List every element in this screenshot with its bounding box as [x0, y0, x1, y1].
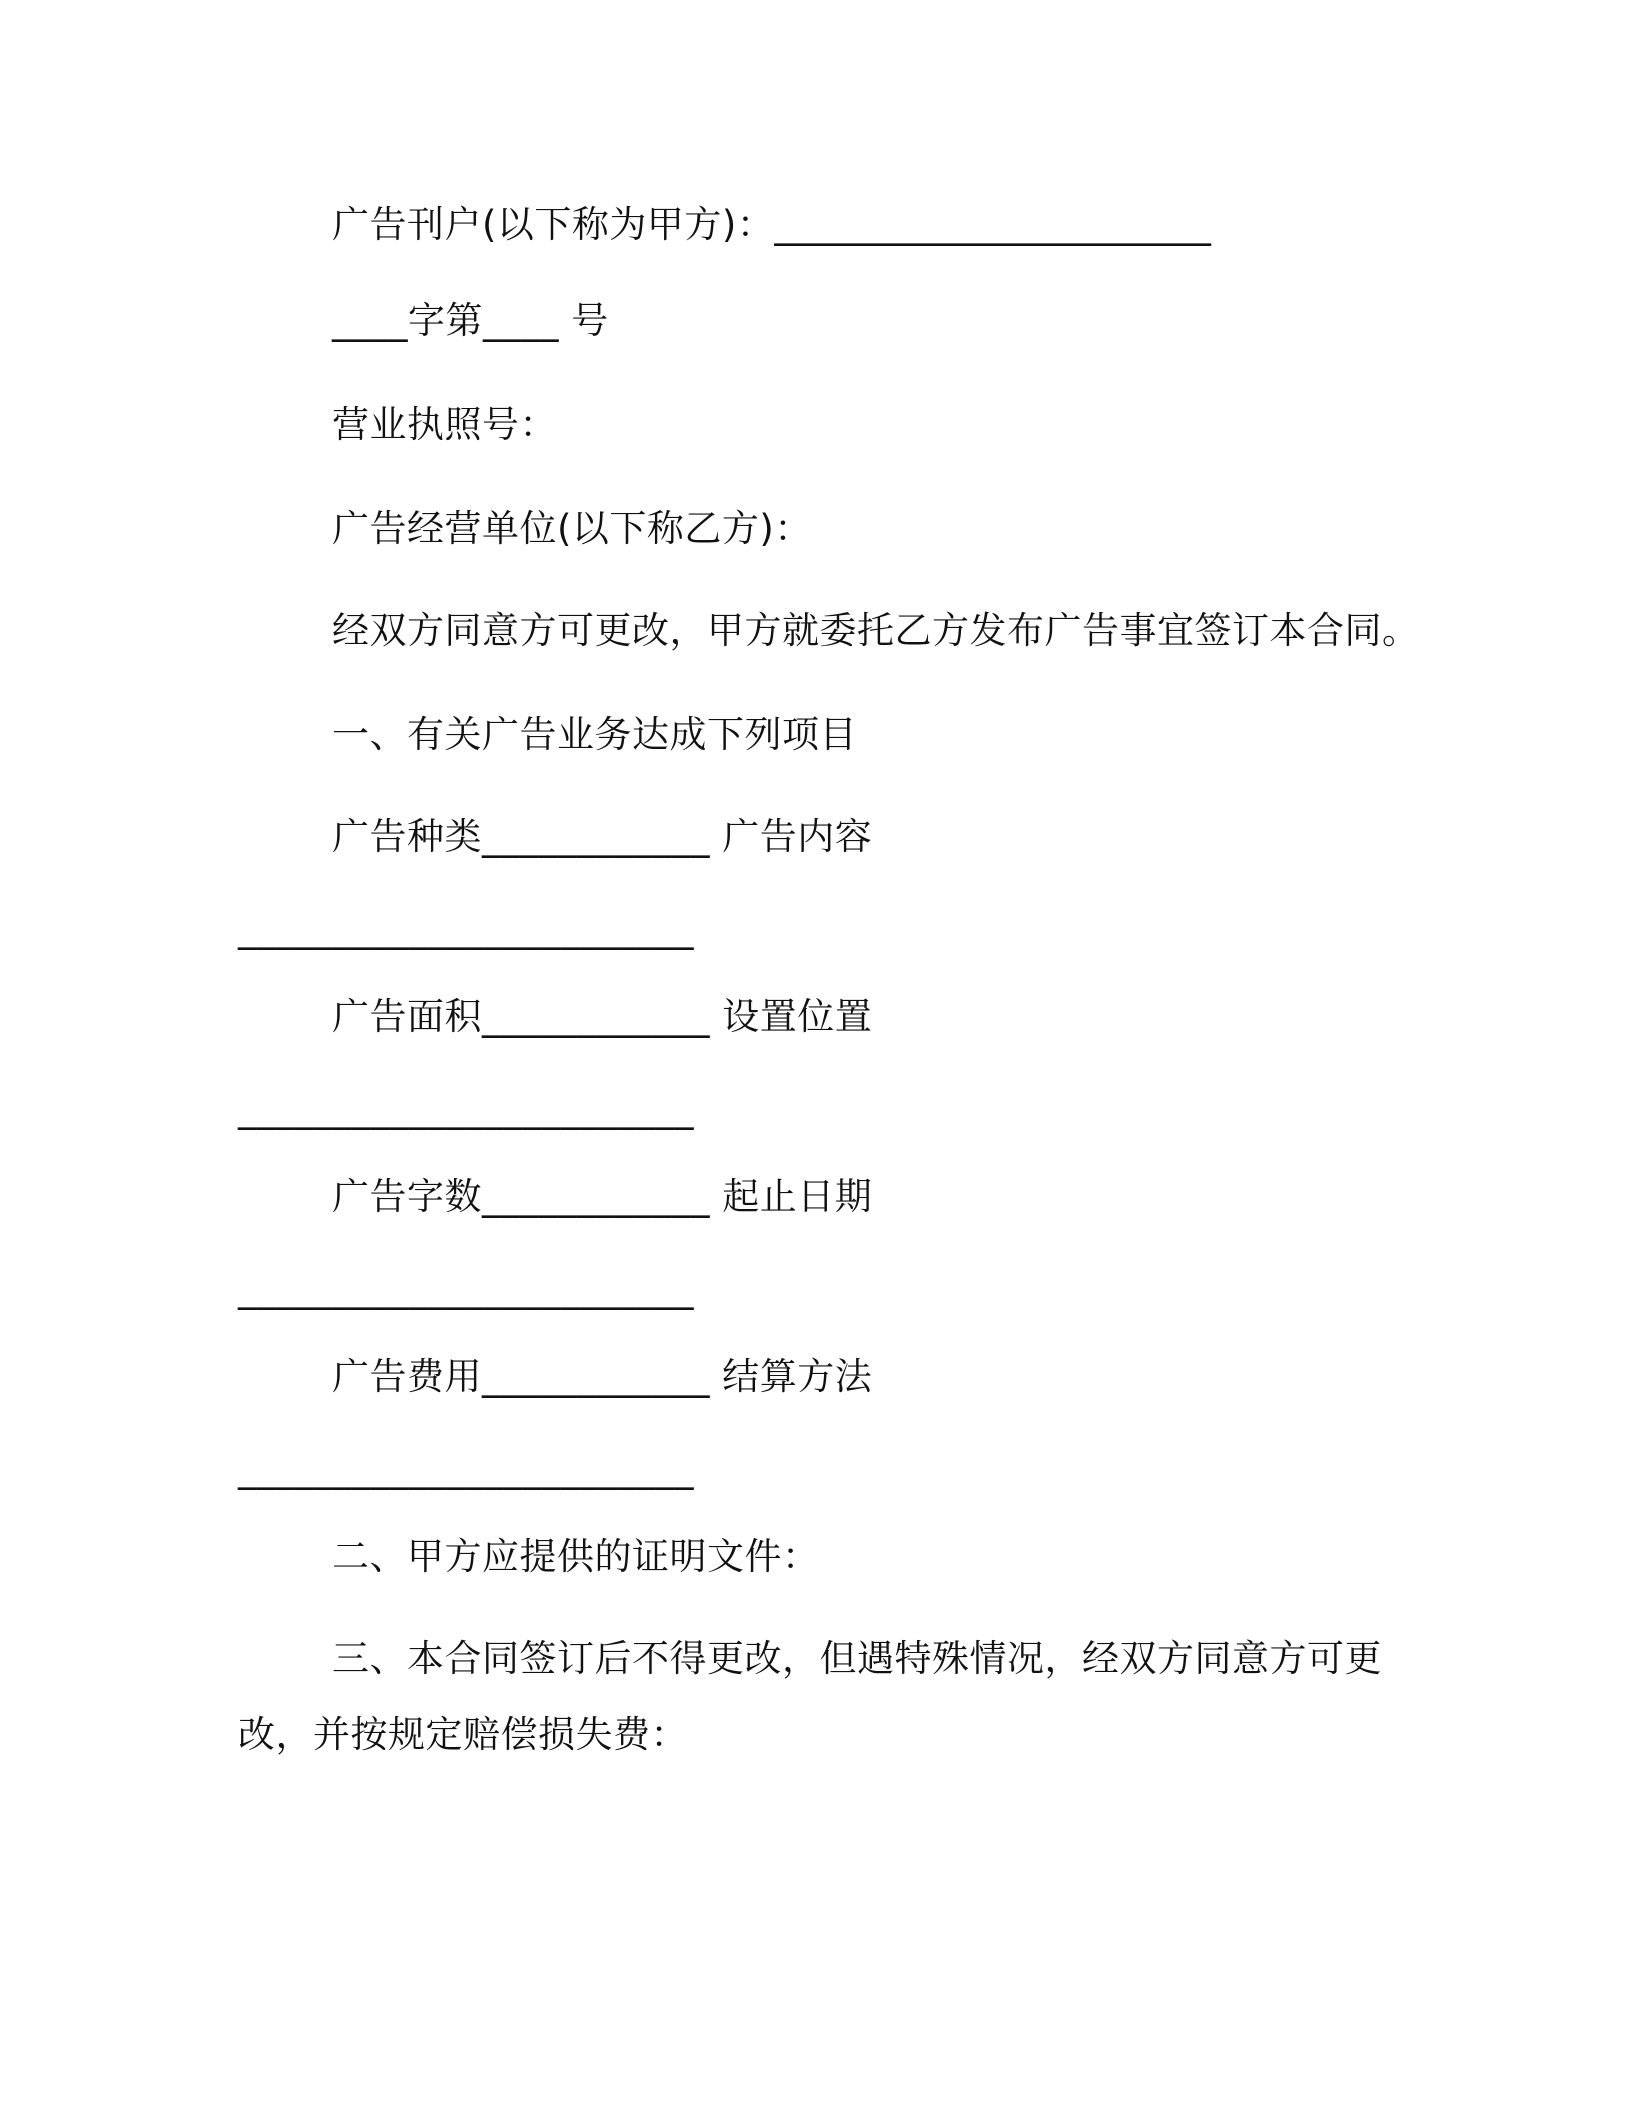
blank-fill-line: ________________________: [238, 1267, 694, 1310]
ad-type-content-line: 广告种类____________ 广告内容: [332, 815, 873, 858]
ad-area-position-line: 广告面积____________ 设置位置: [332, 995, 873, 1038]
advertiser-party-a-line: 广告刊户(以下称为甲方)：_______________________: [332, 203, 1212, 246]
section-one-heading: 一、有关广告业务达成下列项目: [332, 713, 857, 756]
business-license-line: 营业执照号：: [332, 403, 557, 446]
section-three-paragraph-line1: 三、本合同签订后不得更改，但遇特殊情况，经双方同意方可更: [332, 1637, 1382, 1680]
section-two-heading: 二、甲方应提供的证明文件：: [332, 1535, 820, 1578]
ad-wordcount-dates-line: 广告字数____________ 起止日期: [332, 1175, 873, 1218]
blank-fill-line: ________________________: [238, 907, 694, 950]
blank-fill-line: ________________________: [238, 1447, 694, 1490]
blank-fill-line: ________________________: [238, 1087, 694, 1130]
ad-fee-settlement-line: 广告费用____________ 结算方法: [332, 1355, 873, 1398]
contract-intro-paragraph: 经双方同意方可更改，甲方就委托乙方发布广告事宜签订本合同。: [332, 609, 1420, 652]
advertising-operator-party-b-line: 广告经营单位(以下称乙方)：: [332, 507, 812, 550]
section-three-paragraph-line2: 改，并按规定赔偿损失费：: [238, 1713, 688, 1756]
document-number-line: ____字第____ 号: [332, 299, 609, 342]
